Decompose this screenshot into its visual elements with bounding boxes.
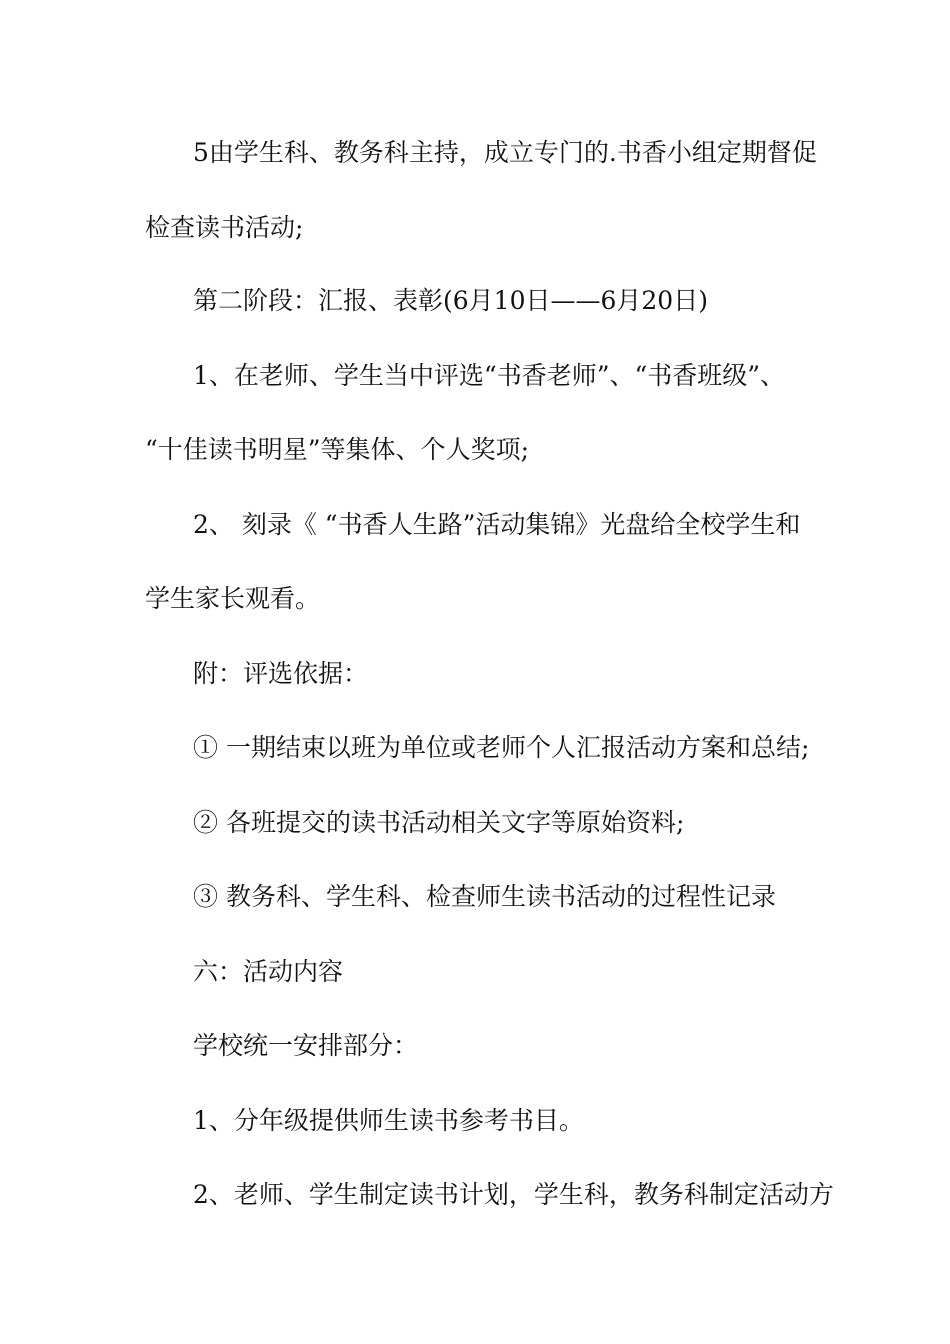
paragraph-line: 2、 刻录《 “书香人生路”活动集锦》光盘给全校学生和 [193, 510, 801, 539]
criteria-item: ① 一期结束以班为单位或老师个人汇报活动方案和总结; [193, 733, 810, 762]
paragraph-line: “十佳读书明星”等集体、个人奖项; [145, 435, 529, 464]
paragraph-line: 5由学生科、教务科主持，成立专门的.书香小组定期督促 [193, 138, 817, 167]
criteria-item: ② 各班提交的读书活动相关文字等原始资料; [193, 808, 685, 837]
paragraph-line: 检查读书活动; [145, 213, 304, 242]
criteria-item: ③ 教务科、学生科、检查师生读书活动的过程性记录 [193, 882, 776, 911]
list-item: 1、分年级提供师生读书参考书目。 [193, 1106, 584, 1135]
section-heading: 第二阶段：汇报、表彰(6月10日——6月20日) [193, 286, 708, 315]
appendix-heading: 附：评选依据： [193, 659, 369, 688]
paragraph-line: 学生家长观看。 [145, 584, 321, 613]
section-heading: 六：活动内容 [193, 957, 344, 986]
paragraph-line: 1、在老师、学生当中评选“书香老师”、“书香班级”、 [193, 361, 786, 390]
subsection-heading: 学校统一安排部分： [193, 1031, 419, 1060]
list-item: 2、老师、学生制定读书计划，学生科，教务科制定活动方 [193, 1180, 834, 1209]
